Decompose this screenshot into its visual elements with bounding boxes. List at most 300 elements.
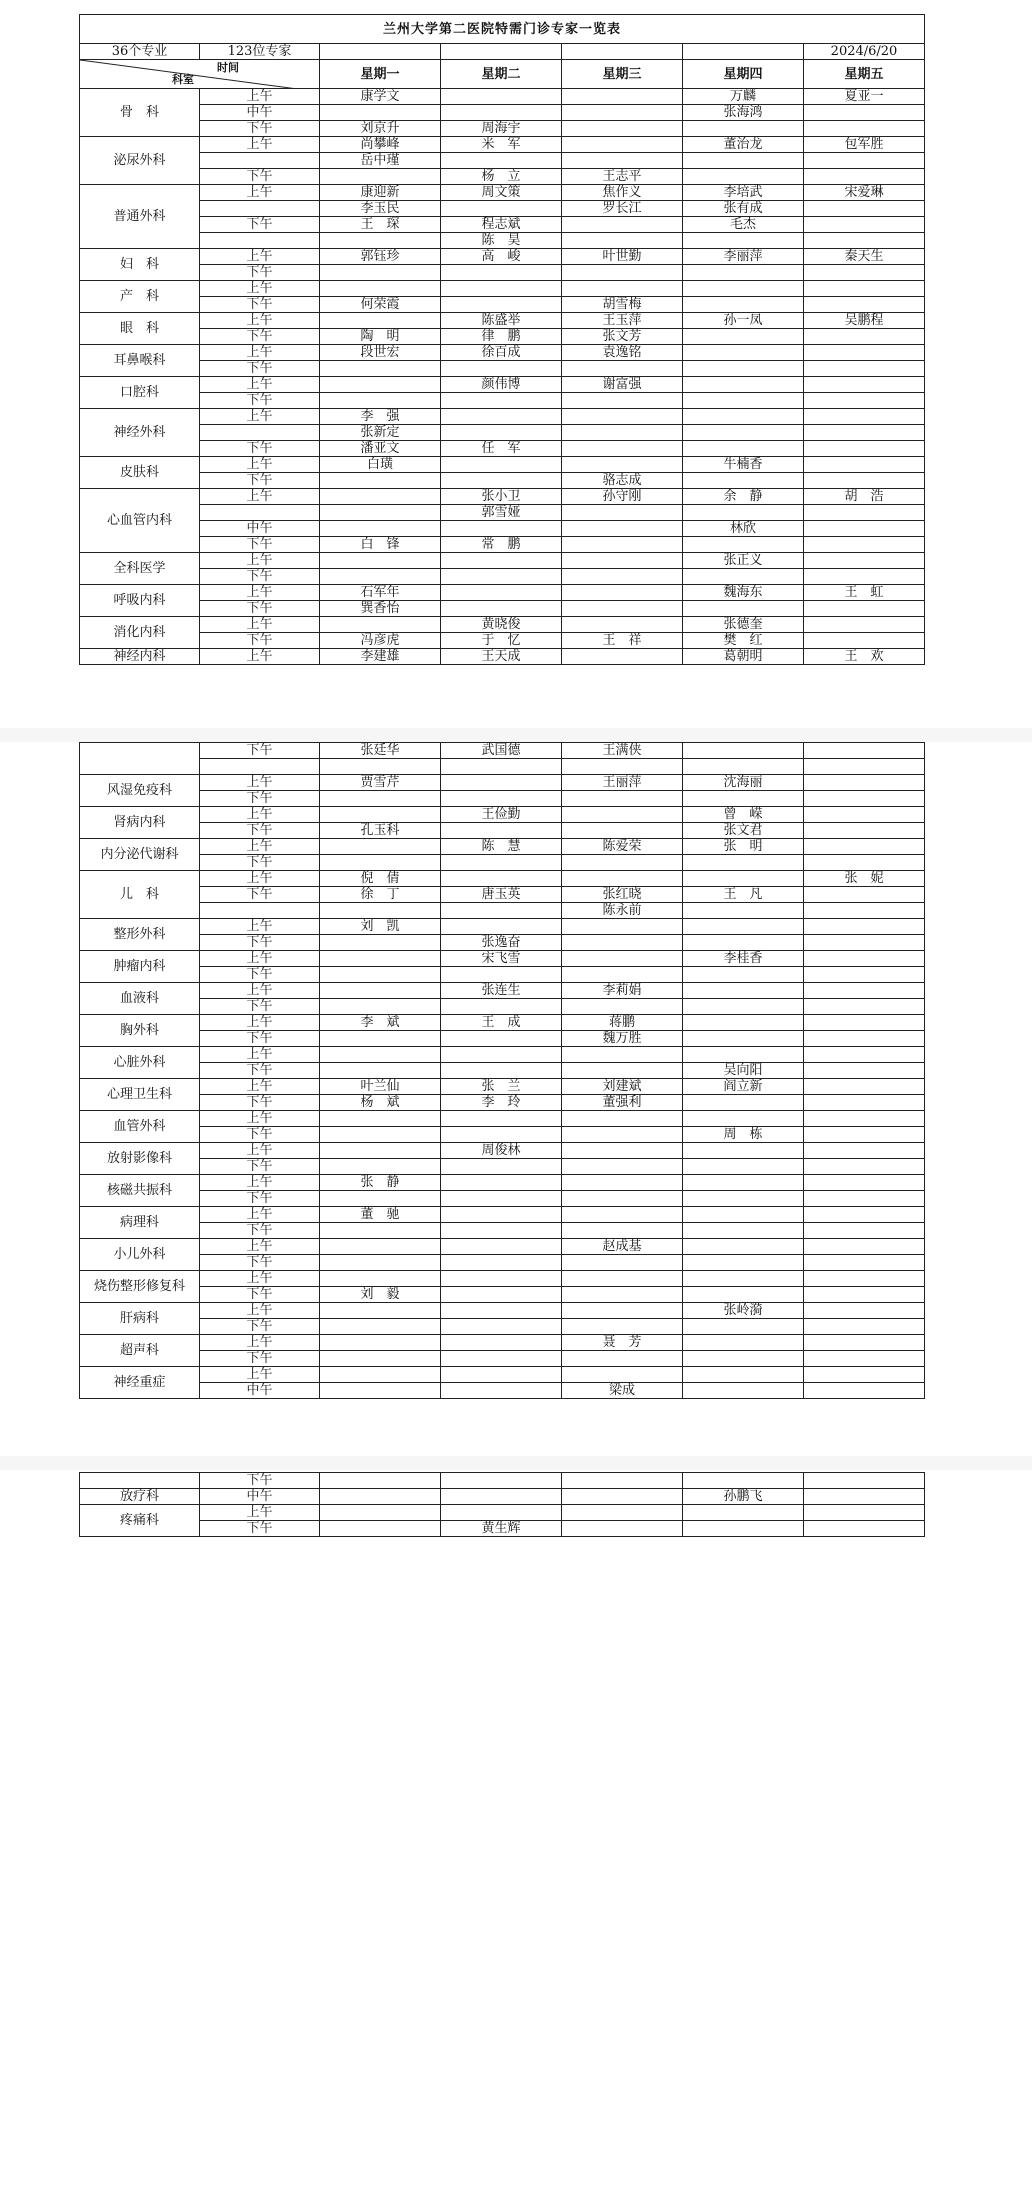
doctor-cell bbox=[441, 1159, 562, 1175]
doctor-cell bbox=[562, 361, 683, 377]
table-row bbox=[80, 137, 925, 153]
table-row bbox=[80, 1047, 925, 1063]
time-slot-cell: 上午 bbox=[200, 377, 320, 393]
time-slot-cell bbox=[200, 425, 320, 441]
doctor-cell bbox=[441, 1191, 562, 1207]
department-cell: 内分泌代谢科 bbox=[80, 839, 200, 871]
doctor-cell bbox=[804, 377, 925, 393]
doctor-cell bbox=[562, 1223, 683, 1239]
doctor-cell bbox=[804, 807, 925, 823]
doctor-cell bbox=[683, 393, 804, 409]
doctor-cell bbox=[804, 521, 925, 537]
doctor-cell bbox=[804, 1047, 925, 1063]
doctor-cell bbox=[562, 1159, 683, 1175]
doctor-cell bbox=[441, 425, 562, 441]
doctor-cell: 郭雪娅 bbox=[441, 505, 562, 521]
doctor-cell: 王天成 bbox=[441, 649, 562, 665]
doctor-cell: 巽香怡 bbox=[320, 601, 441, 617]
time-slot-cell: 下午 bbox=[200, 1287, 320, 1303]
doctor-cell bbox=[320, 759, 441, 775]
doctor-cell bbox=[320, 617, 441, 633]
doctor-cell: 王 欢 bbox=[804, 649, 925, 665]
doctor-cell bbox=[683, 999, 804, 1015]
diagonal-line bbox=[80, 60, 320, 89]
doctor-cell bbox=[441, 919, 562, 935]
table-row bbox=[80, 489, 925, 505]
time-label: 时间 bbox=[217, 61, 239, 74]
doctor-cell bbox=[804, 775, 925, 791]
time-slot-cell: 下午 bbox=[200, 1255, 320, 1271]
doctor-cell bbox=[320, 313, 441, 329]
doctor-cell bbox=[562, 617, 683, 633]
doctor-cell: 王 凡 bbox=[683, 887, 804, 903]
doctor-cell bbox=[441, 297, 562, 313]
doctor-cell bbox=[804, 999, 925, 1015]
doctor-cell: 李 玲 bbox=[441, 1095, 562, 1111]
department-cell bbox=[80, 1473, 200, 1489]
doctor-cell bbox=[320, 1255, 441, 1271]
table-row bbox=[80, 1473, 925, 1489]
doctor-cell: 李 强 bbox=[320, 409, 441, 425]
doctor-cell bbox=[804, 297, 925, 313]
table-row bbox=[80, 441, 925, 457]
doctor-cell bbox=[683, 1473, 804, 1489]
table-row bbox=[80, 1367, 925, 1383]
department-cell: 肝病科 bbox=[80, 1303, 200, 1335]
doctor-cell bbox=[683, 1271, 804, 1287]
time-slot-cell: 上午 bbox=[200, 839, 320, 855]
doctor-cell bbox=[441, 1063, 562, 1079]
time-slot-cell: 上午 bbox=[200, 489, 320, 505]
table-row bbox=[80, 1383, 925, 1399]
doctor-cell: 杨 立 bbox=[441, 169, 562, 185]
doctor-cell bbox=[683, 345, 804, 361]
doctor-cell bbox=[562, 521, 683, 537]
time-slot-cell: 下午 bbox=[200, 265, 320, 281]
doctor-cell bbox=[562, 1489, 683, 1505]
doctor-cell bbox=[562, 1207, 683, 1223]
doctor-cell bbox=[562, 1143, 683, 1159]
department-cell: 整形外科 bbox=[80, 919, 200, 951]
department-cell: 病理科 bbox=[80, 1207, 200, 1239]
time-slot-cell: 下午 bbox=[200, 169, 320, 185]
doctor-cell: 陈爱荣 bbox=[562, 839, 683, 855]
doctor-cell: 徐 丁 bbox=[320, 887, 441, 903]
table-row bbox=[80, 377, 925, 393]
day-header: 星期五 bbox=[804, 60, 925, 89]
doctor-cell: 张 静 bbox=[320, 1175, 441, 1191]
doctor-cell bbox=[683, 1143, 804, 1159]
doctor-cell bbox=[320, 489, 441, 505]
doctor-cell: 段世宏 bbox=[320, 345, 441, 361]
department-cell: 普通外科 bbox=[80, 185, 200, 249]
doctor-cell bbox=[804, 1207, 925, 1223]
table-row bbox=[80, 265, 925, 281]
doctor-cell bbox=[320, 1489, 441, 1505]
doctor-cell: 张 妮 bbox=[804, 871, 925, 887]
table-row bbox=[80, 807, 925, 823]
doctor-cell: 李培武 bbox=[683, 185, 804, 201]
doctor-cell bbox=[562, 1367, 683, 1383]
doctor-cell bbox=[562, 855, 683, 871]
doctor-cell: 于 忆 bbox=[441, 633, 562, 649]
doctor-cell bbox=[683, 1335, 804, 1351]
department-cell: 血管外科 bbox=[80, 1111, 200, 1143]
table-row bbox=[80, 281, 925, 297]
doctor-cell bbox=[562, 89, 683, 105]
doctor-cell: 孙守刚 bbox=[562, 489, 683, 505]
table-row bbox=[80, 633, 925, 649]
doctor-cell bbox=[804, 1521, 925, 1537]
doctor-cell bbox=[683, 281, 804, 297]
doctor-cell bbox=[320, 1271, 441, 1287]
table-row bbox=[80, 1095, 925, 1111]
doctor-cell: 董强利 bbox=[562, 1095, 683, 1111]
doctor-cell bbox=[804, 1473, 925, 1489]
doctor-cell bbox=[320, 521, 441, 537]
doctor-cell: 白 锋 bbox=[320, 537, 441, 553]
department-cell: 口腔科 bbox=[80, 377, 200, 409]
table-row bbox=[80, 649, 925, 665]
time-slot-cell: 下午 bbox=[200, 1319, 320, 1335]
doctor-cell: 周俊林 bbox=[441, 1143, 562, 1159]
table-row bbox=[80, 1271, 925, 1287]
time-slot-cell: 上午 bbox=[200, 1207, 320, 1223]
doctor-cell bbox=[804, 759, 925, 775]
doctor-cell: 周海宇 bbox=[441, 121, 562, 137]
doctor-cell bbox=[320, 967, 441, 983]
doctor-cell bbox=[562, 217, 683, 233]
doctor-cell bbox=[804, 1489, 925, 1505]
doctor-cell: 黄生辉 bbox=[441, 1521, 562, 1537]
doctor-cell bbox=[562, 505, 683, 521]
table-row bbox=[80, 297, 925, 313]
doctor-cell bbox=[320, 473, 441, 489]
department-cell: 儿 科 bbox=[80, 871, 200, 919]
doctor-cell: 黄晓俊 bbox=[441, 617, 562, 633]
doctor-cell: 董 驰 bbox=[320, 1207, 441, 1223]
doctor-cell bbox=[804, 233, 925, 249]
doctor-cell bbox=[441, 1223, 562, 1239]
time-slot-cell: 下午 bbox=[200, 1095, 320, 1111]
doctor-cell bbox=[562, 951, 683, 967]
doctor-cell: 张德奎 bbox=[683, 617, 804, 633]
doctor-cell bbox=[441, 1127, 562, 1143]
time-slot-cell: 上午 bbox=[200, 1367, 320, 1383]
department-cell: 血液科 bbox=[80, 983, 200, 1015]
doctor-cell bbox=[562, 393, 683, 409]
table-row bbox=[80, 329, 925, 345]
expert-count: 123位专家 bbox=[200, 44, 320, 60]
time-slot-cell: 上午 bbox=[200, 951, 320, 967]
doctor-cell bbox=[562, 537, 683, 553]
doctor-cell bbox=[804, 1383, 925, 1399]
doctor-cell bbox=[562, 105, 683, 121]
doctor-cell: 冯彦虎 bbox=[320, 633, 441, 649]
doctor-cell: 王 虹 bbox=[804, 585, 925, 601]
time-slot-cell: 上午 bbox=[200, 313, 320, 329]
doctor-cell bbox=[441, 903, 562, 919]
doctor-cell bbox=[804, 743, 925, 759]
table-row bbox=[80, 153, 925, 169]
doctor-cell bbox=[441, 601, 562, 617]
doctor-cell: 康学文 bbox=[320, 89, 441, 105]
doctor-cell bbox=[320, 1521, 441, 1537]
doctor-cell: 常 鹏 bbox=[441, 537, 562, 553]
doctor-cell bbox=[562, 121, 683, 137]
doctor-cell bbox=[683, 297, 804, 313]
doctor-cell bbox=[562, 1505, 683, 1521]
doctor-cell bbox=[441, 1319, 562, 1335]
doctor-cell bbox=[804, 1095, 925, 1111]
doctor-cell bbox=[441, 1351, 562, 1367]
doctor-cell: 李丽萍 bbox=[683, 249, 804, 265]
doctor-cell bbox=[320, 505, 441, 521]
doctor-cell bbox=[562, 553, 683, 569]
doctor-cell bbox=[804, 1223, 925, 1239]
table-row bbox=[80, 1127, 925, 1143]
doctor-cell bbox=[683, 1505, 804, 1521]
doctor-cell bbox=[683, 1175, 804, 1191]
doctor-cell bbox=[320, 1303, 441, 1319]
time-slot-cell: 下午 bbox=[200, 361, 320, 377]
department-cell: 泌尿外科 bbox=[80, 137, 200, 185]
time-slot-cell: 上午 bbox=[200, 775, 320, 791]
table-row bbox=[80, 1063, 925, 1079]
time-slot-cell: 中午 bbox=[200, 1383, 320, 1399]
doctor-cell bbox=[441, 1031, 562, 1047]
schedule-page-3 bbox=[79, 1472, 924, 1537]
doctor-cell bbox=[683, 1095, 804, 1111]
doctor-cell bbox=[683, 1031, 804, 1047]
doctor-cell bbox=[320, 169, 441, 185]
schedule-page-1 bbox=[79, 14, 924, 665]
doctor-cell bbox=[683, 409, 804, 425]
schedule-body-1 bbox=[80, 89, 925, 665]
time-slot-cell: 下午 bbox=[200, 1191, 320, 1207]
doctor-cell bbox=[562, 569, 683, 585]
doctor-cell: 吴鹏程 bbox=[804, 313, 925, 329]
doctor-cell: 林欣 bbox=[683, 521, 804, 537]
doctor-cell: 陈永前 bbox=[562, 903, 683, 919]
doctor-cell bbox=[320, 553, 441, 569]
table-row bbox=[80, 249, 925, 265]
doctor-cell bbox=[804, 553, 925, 569]
doctor-cell bbox=[320, 999, 441, 1015]
doctor-cell bbox=[683, 743, 804, 759]
doctor-cell bbox=[683, 935, 804, 951]
doctor-cell bbox=[441, 89, 562, 105]
doctor-cell bbox=[562, 1063, 683, 1079]
table-row bbox=[80, 521, 925, 537]
doctor-cell bbox=[562, 759, 683, 775]
doctor-cell bbox=[804, 1031, 925, 1047]
doctor-cell bbox=[441, 473, 562, 489]
doctor-cell: 叶兰仙 bbox=[320, 1079, 441, 1095]
department-cell: 皮肤科 bbox=[80, 457, 200, 489]
doctor-cell bbox=[320, 1367, 441, 1383]
time-slot-cell: 上午 bbox=[200, 281, 320, 297]
doctor-cell bbox=[441, 1489, 562, 1505]
doctor-cell: 宋飞雪 bbox=[441, 951, 562, 967]
doctor-cell bbox=[683, 855, 804, 871]
doctor-cell: 李玉民 bbox=[320, 201, 441, 217]
doctor-cell: 梁成 bbox=[562, 1383, 683, 1399]
doctor-cell: 李 斌 bbox=[320, 1015, 441, 1031]
doctor-cell bbox=[804, 1351, 925, 1367]
doctor-cell bbox=[320, 393, 441, 409]
doctor-cell: 张 明 bbox=[683, 839, 804, 855]
doctor-cell bbox=[804, 1239, 925, 1255]
time-slot-cell: 上午 bbox=[200, 345, 320, 361]
doctor-cell bbox=[441, 585, 562, 601]
time-slot-cell: 上午 bbox=[200, 1335, 320, 1351]
time-slot-cell: 上午 bbox=[200, 1505, 320, 1521]
doctor-cell bbox=[683, 791, 804, 807]
doctor-cell bbox=[683, 1287, 804, 1303]
doctor-cell: 张连生 bbox=[441, 983, 562, 999]
doctor-cell: 石军年 bbox=[320, 585, 441, 601]
doctor-cell: 颜伟博 bbox=[441, 377, 562, 393]
doctor-cell bbox=[441, 967, 562, 983]
doctor-cell bbox=[804, 505, 925, 521]
doctor-cell bbox=[320, 569, 441, 585]
time-slot-cell: 上午 bbox=[200, 1015, 320, 1031]
table-row bbox=[80, 409, 925, 425]
doctor-cell bbox=[804, 1319, 925, 1335]
time-slot-cell: 上午 bbox=[200, 585, 320, 601]
doctor-cell: 魏海东 bbox=[683, 585, 804, 601]
department-cell: 超声科 bbox=[80, 1335, 200, 1367]
doctor-cell: 张文芳 bbox=[562, 329, 683, 345]
doctor-cell bbox=[804, 855, 925, 871]
table-row bbox=[80, 169, 925, 185]
doctor-cell: 张逸奋 bbox=[441, 935, 562, 951]
doctor-cell bbox=[683, 1015, 804, 1031]
doctor-cell bbox=[804, 967, 925, 983]
doctor-cell bbox=[683, 1207, 804, 1223]
doctor-cell bbox=[320, 855, 441, 871]
table-row bbox=[80, 121, 925, 137]
doctor-cell bbox=[804, 633, 925, 649]
doctor-cell bbox=[441, 105, 562, 121]
schedule-table-3 bbox=[79, 1472, 925, 1537]
doctor-cell bbox=[562, 871, 683, 887]
time-slot-cell: 中午 bbox=[200, 1489, 320, 1505]
table-row bbox=[80, 1159, 925, 1175]
doctor-cell bbox=[804, 887, 925, 903]
doctor-cell bbox=[562, 919, 683, 935]
doctor-cell bbox=[683, 983, 804, 999]
table-row bbox=[80, 585, 925, 601]
time-slot-cell: 上午 bbox=[200, 1111, 320, 1127]
doctor-cell bbox=[804, 457, 925, 473]
doctor-cell bbox=[804, 265, 925, 281]
table-row bbox=[80, 1287, 925, 1303]
doctor-cell bbox=[320, 1239, 441, 1255]
doctor-cell bbox=[804, 393, 925, 409]
doctor-cell bbox=[320, 265, 441, 281]
department-cell: 烧伤整形修复科 bbox=[80, 1271, 200, 1303]
doctor-cell bbox=[683, 569, 804, 585]
doctor-cell bbox=[804, 169, 925, 185]
doctor-cell bbox=[441, 153, 562, 169]
doctor-cell bbox=[804, 1191, 925, 1207]
department-cell: 肾病内科 bbox=[80, 807, 200, 839]
table-row bbox=[80, 1207, 925, 1223]
doctor-cell: 毛杰 bbox=[683, 217, 804, 233]
doctor-cell bbox=[804, 951, 925, 967]
table-row bbox=[80, 871, 925, 887]
table-row bbox=[80, 105, 925, 121]
doctor-cell bbox=[441, 457, 562, 473]
doctor-cell bbox=[804, 361, 925, 377]
time-slot-cell: 上午 bbox=[200, 1143, 320, 1159]
doctor-cell bbox=[804, 839, 925, 855]
table-row bbox=[80, 791, 925, 807]
day-header: 星期三 bbox=[562, 60, 683, 89]
doctor-cell: 聂 芳 bbox=[562, 1335, 683, 1351]
doctor-cell bbox=[683, 361, 804, 377]
doctor-cell bbox=[562, 1271, 683, 1287]
doctor-cell bbox=[804, 329, 925, 345]
table-row bbox=[80, 233, 925, 249]
doctor-cell bbox=[804, 601, 925, 617]
department-cell: 风湿免疫科 bbox=[80, 775, 200, 807]
time-slot-cell: 下午 bbox=[200, 1031, 320, 1047]
doctor-cell bbox=[562, 967, 683, 983]
doctor-cell bbox=[683, 759, 804, 775]
doctor-cell bbox=[683, 1239, 804, 1255]
time-slot-cell: 上午 bbox=[200, 1239, 320, 1255]
doctor-cell bbox=[441, 1367, 562, 1383]
doctor-cell bbox=[683, 153, 804, 169]
department-cell: 骨 科 bbox=[80, 89, 200, 137]
doctor-cell: 刘京升 bbox=[320, 121, 441, 137]
doctor-cell bbox=[320, 361, 441, 377]
doctor-cell bbox=[562, 233, 683, 249]
doctor-cell bbox=[320, 1031, 441, 1047]
doctor-cell bbox=[683, 903, 804, 919]
doctor-cell: 蒋鹏 bbox=[562, 1015, 683, 1031]
table-row bbox=[80, 887, 925, 903]
time-slot-cell: 上午 bbox=[200, 807, 320, 823]
department-cell: 消化内科 bbox=[80, 617, 200, 649]
time-slot-cell: 下午 bbox=[200, 217, 320, 233]
time-slot-cell bbox=[200, 201, 320, 217]
doctor-cell: 张有成 bbox=[683, 201, 804, 217]
time-slot-cell: 下午 bbox=[200, 743, 320, 759]
doctor-cell bbox=[320, 951, 441, 967]
doctor-cell: 王玉萍 bbox=[562, 313, 683, 329]
time-slot-cell: 上午 bbox=[200, 983, 320, 999]
doctor-cell: 王志平 bbox=[562, 169, 683, 185]
doctor-cell bbox=[804, 903, 925, 919]
time-slot-cell: 上午 bbox=[200, 89, 320, 105]
doctor-cell: 贾雪芹 bbox=[320, 775, 441, 791]
doctor-cell bbox=[320, 1319, 441, 1335]
time-slot-cell: 下午 bbox=[200, 1159, 320, 1175]
schedule-body-3 bbox=[80, 1473, 925, 1537]
specialty-count: 36个专业 bbox=[80, 44, 200, 60]
doctor-cell bbox=[804, 537, 925, 553]
table-row bbox=[80, 999, 925, 1015]
time-slot-cell: 上午 bbox=[200, 649, 320, 665]
doctor-cell bbox=[804, 1271, 925, 1287]
table-row bbox=[80, 1111, 925, 1127]
time-slot-cell: 下午 bbox=[200, 935, 320, 951]
doctor-cell bbox=[804, 1015, 925, 1031]
